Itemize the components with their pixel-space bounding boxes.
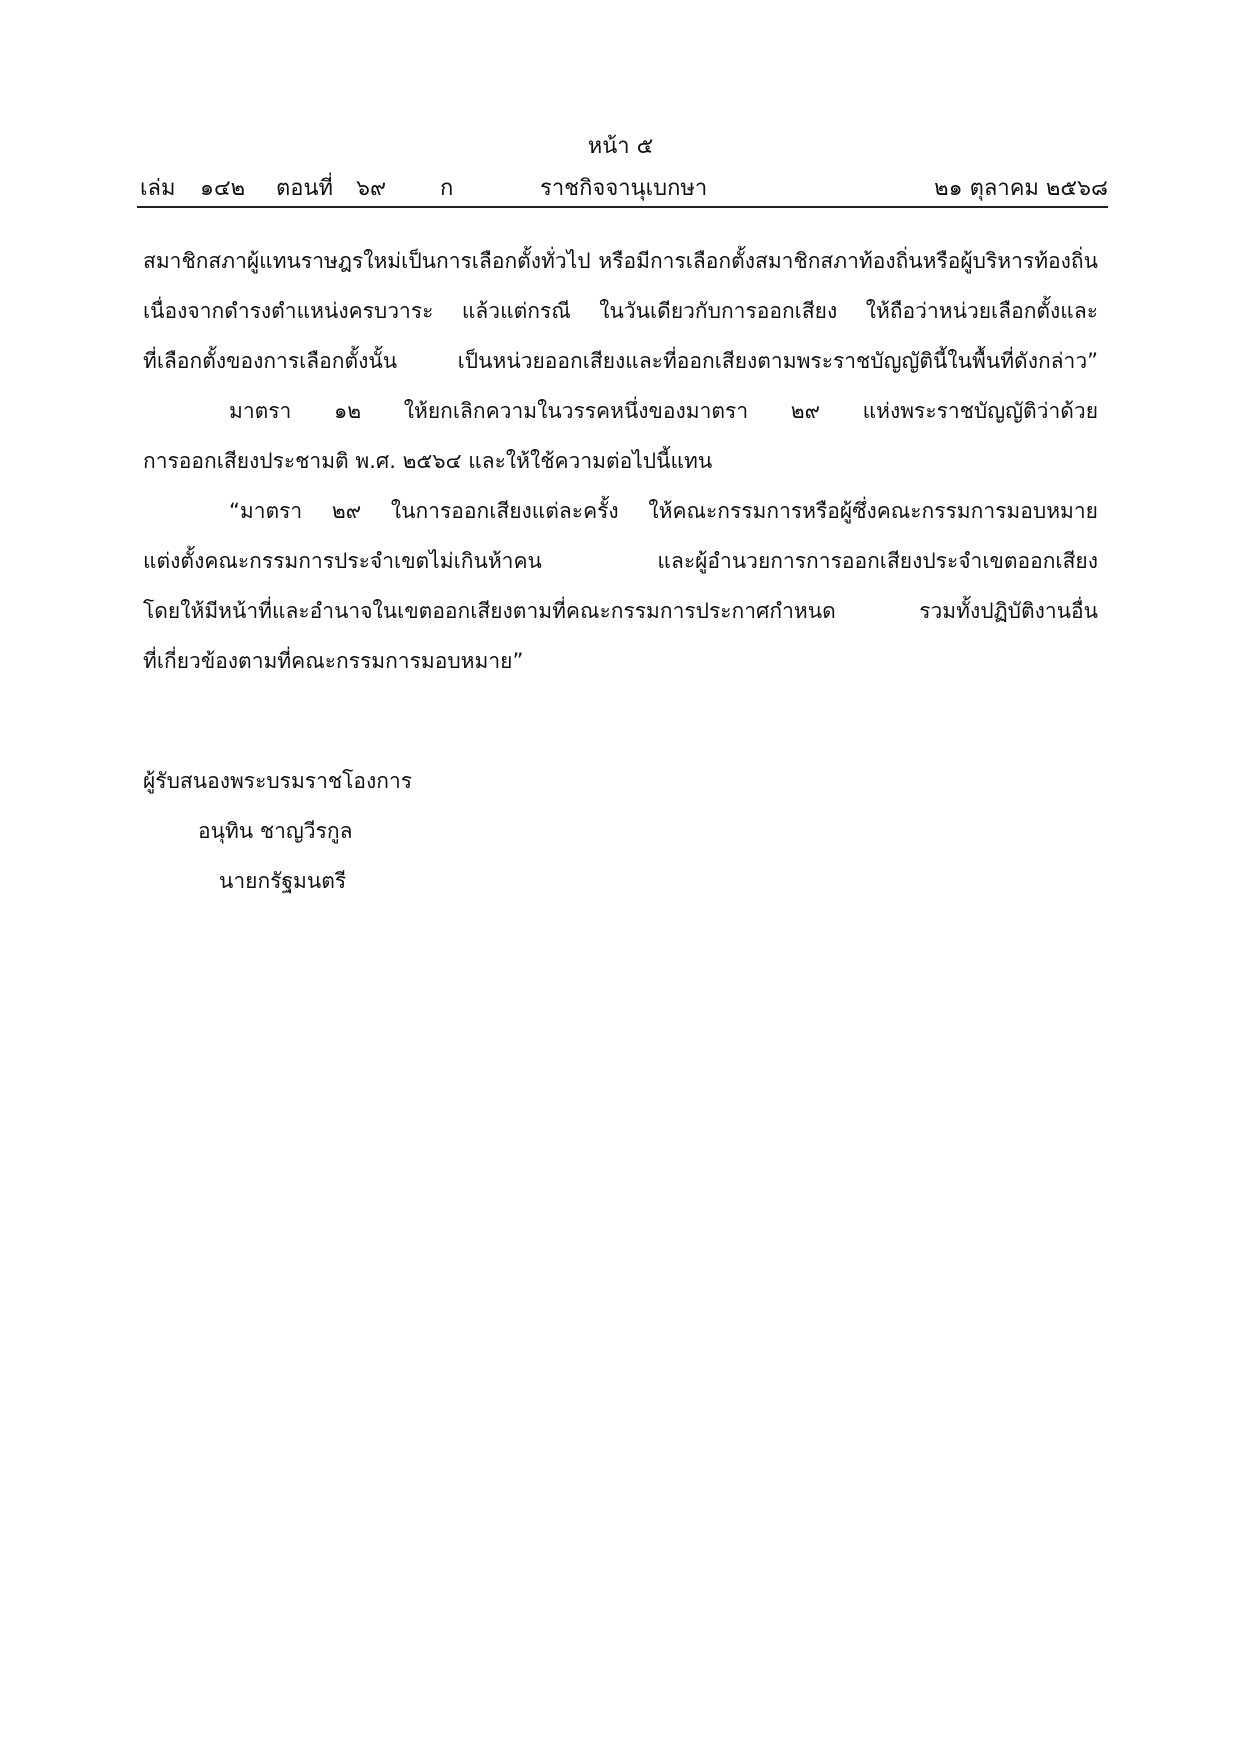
gazette-header — [140, 170, 1108, 204]
signature-block — [143, 756, 412, 906]
volume-label: เล่ม — [140, 176, 176, 201]
body-text — [143, 236, 1098, 686]
text-line: ที่เกี่ยวข้องตามที่คณะกรรมการมอบหมาย” — [143, 649, 524, 673]
header-rule — [137, 206, 1108, 208]
text-line: ที่เลือกตั้งของการเลือกตั้งนั้น เป็นหน่วยออกเสียงและที่ออกเสียงตามพระราชบัญญัตินี้ในพื้นที่ดังกล่าว” — [143, 349, 1098, 373]
signatory-position: นายกรัฐมนตรี — [219, 869, 347, 893]
section-code: ก — [440, 176, 454, 201]
text-line: การออกเสียงประชามติ พ.ศ. ๒๕๖๔ และให้ใช้ความต่อไปนี้แทน — [143, 449, 713, 473]
signatory-name: อนุทิน ชาญวีรกูล — [198, 819, 353, 843]
text-line: สมาชิกสภาผู้แทนราษฎรใหม่เป็นการเลือกตั้งทั่วไป หรือมีการเลือกตั้งสมาชิกสภาท้องถิ่นหรือผู้บริหารท้องถิ่น — [143, 249, 1098, 273]
page-number: หน้า ๕ — [587, 134, 654, 159]
gazette-name: ราชกิจจานุเบกษา — [540, 176, 708, 201]
publication-date: ๒๑ ตุลาคม ๒๕๖๘ — [934, 176, 1108, 201]
issue-number: ๖๙ — [356, 176, 387, 201]
issue-label: ตอนที่ — [276, 176, 334, 201]
volume-number: ๑๔๒ — [200, 176, 246, 201]
text-line: โดยให้มีหน้าที่และอำนาจในเขตออกเสียงตามที่คณะกรรมการประกาศกำหนด รวมทั้งปฏิบัติงานอื่น — [143, 599, 1098, 623]
text-line: เนื่องจากดำรงตำแหน่งครบวาระ แล้วแต่กรณี ในวันเดียวกับการออกเสียง ให้ถือว่าหน่วยเลือกตั้งและ — [143, 299, 1098, 323]
countersign-label: ผู้รับสนองพระบรมราชโองการ — [143, 769, 413, 793]
section-12-line: มาตรา ๑๒ ให้ยกเลิกความในวรรคหนึ่งของมาตรา ๒๙ แห่งพระราชบัญญัติว่าด้วย — [229, 399, 1098, 423]
text-line: แต่งตั้งคณะกรรมการประจำเขตไม่เกินห้าคน และผู้อำนวยการการออกเสียงประจำเขตออกเสียง — [143, 549, 1098, 573]
section-29-line: “มาตรา ๒๙ ในการออกเสียงแต่ละครั้ง ให้คณะกรรมการหรือผู้ซึ่งคณะกรรมการมอบหมาย — [229, 499, 1098, 523]
